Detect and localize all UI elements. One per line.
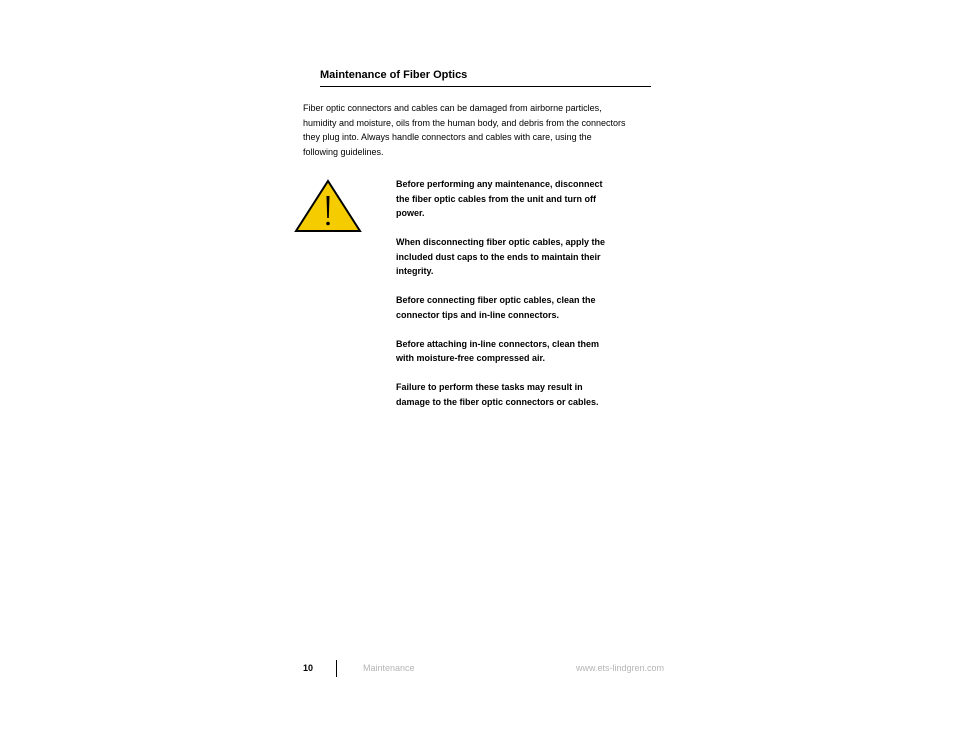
warning-line: Before performing any maintenance, disconnect [396,179,603,189]
warning-line: Before attaching in-line connectors, clean them [396,338,600,349]
intro-line: Fiber optic connectors and cables can be damaged from airborne particles, [303,103,602,113]
footer-divider [336,660,337,677]
warning-line: Before connecting fiber optic cables, clean the [396,295,596,305]
page-number: 10 [303,663,314,673]
intro-line: following guidelines. [303,146,384,157]
warning-item [396,177,636,221]
warning-line: power. [396,208,425,218]
warning-line: When disconnecting fiber optic cables, apply the [396,237,606,247]
warning-line: integrity. [396,266,434,276]
warning-line: with moisture-free compressed air. [396,353,546,363]
warning-line: Failure to perform these tasks may result in [396,382,583,392]
footer-url: www.ets-lindgren.com [576,663,665,673]
warning-item [396,235,636,279]
warning-triangle-icon [294,179,362,233]
intro-paragraph [303,101,663,159]
intro-line: humidity and moisture, oils from the human body, and debris from the connectors [303,117,626,128]
section-title: Maintenance of Fiber Optics [320,69,468,81]
warning-item [396,337,636,366]
intro-line: they plug into. Always handle connectors and cables with care, using the [303,132,592,142]
section-heading [320,68,651,87]
warning-item [396,380,636,409]
warning-line: damage to the fiber optic connectors or cables. [396,396,599,407]
warning-line: the fiber optic cables from the unit and turn off [396,193,597,204]
warning-list [396,177,636,424]
warning-line: included dust caps to the ends to maintain their [396,251,601,262]
warning-item [396,293,636,322]
footer-section-name: Maintenance [363,663,415,673]
warning-line: connector tips and in-line connectors. [396,309,560,320]
